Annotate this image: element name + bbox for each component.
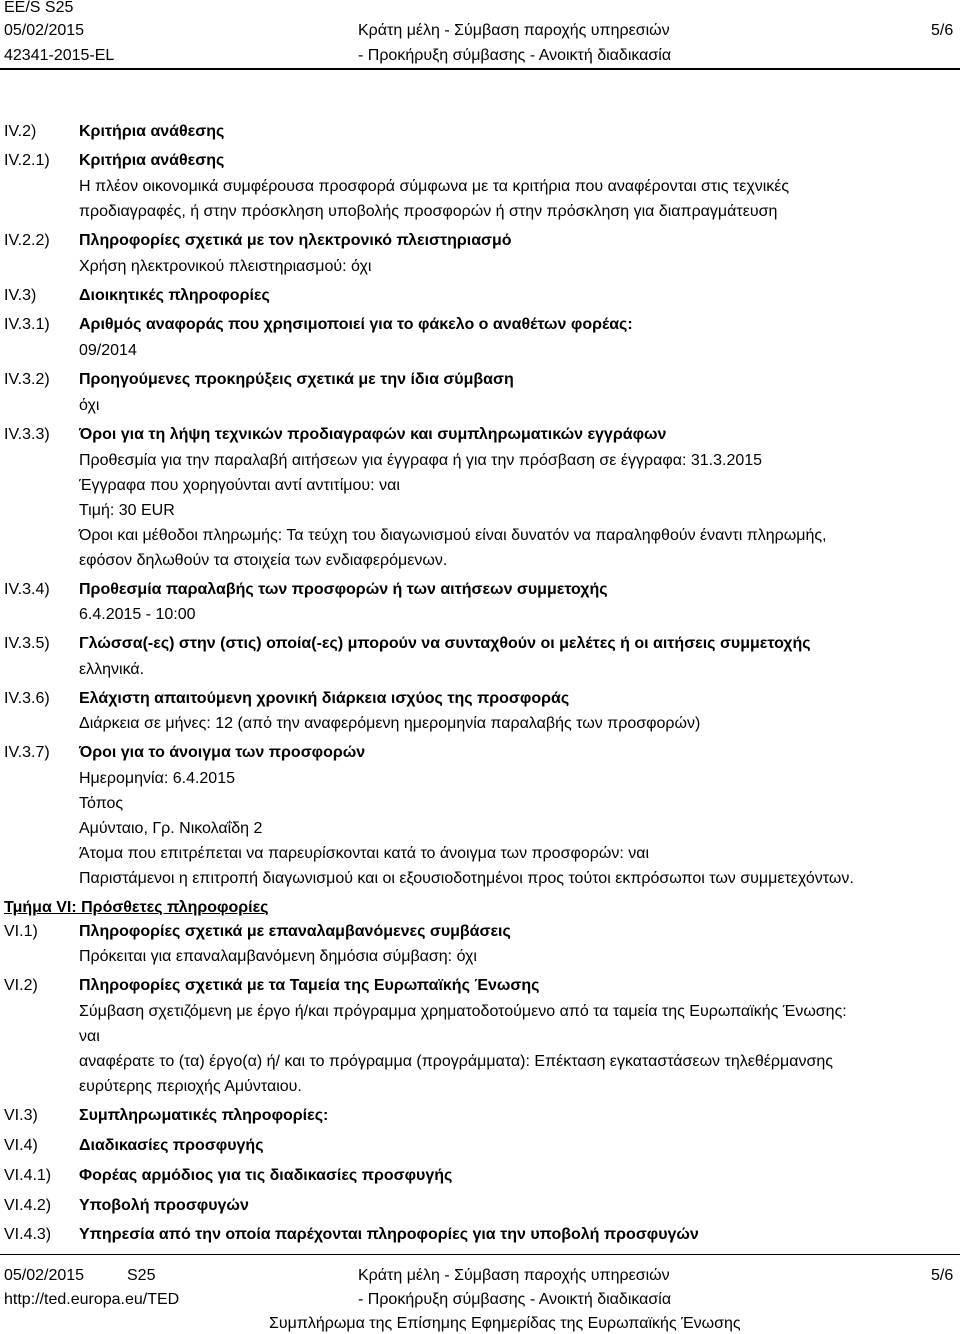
section-text: Χρήση ηλεκτρονικού πλειστηριασμού: όχι bbox=[79, 258, 372, 275]
section-text: Προθεσμία για την παραλαβή αιτήσεων για έγγραφα ή για την πρόσβαση σε έγγραφα: 31.3.2015 bbox=[79, 452, 763, 469]
section-title: Πληροφορίες σχετικά με επαναλαμβανόμενες συμβάσεις bbox=[79, 923, 511, 940]
section-text: αναφέρατε το (τα) έργο(α) ή/ και το πρόγραμμα (προγράμματα): Επέκταση εγκαταστάσεων τηλεθέρμανσης bbox=[79, 1053, 833, 1070]
section-number: IV.3.6) bbox=[4, 690, 50, 707]
section-title: Γλώσσα(-ες) στην (στις) οποία(-ες) μπορούν να συνταχθούν οι μελέτες ή οι αιτήσεις συμμετοχής bbox=[79, 635, 811, 652]
section-text: Αμύνταιο, Γρ. Νικολαΐδη 2 bbox=[79, 820, 263, 837]
section-number: IV.3.2) bbox=[4, 371, 50, 388]
section-title: Προθεσμία παραλαβής των προσφορών ή των αιτήσεων συμμετοχής bbox=[79, 581, 608, 598]
section-title: Διοικητικές πληροφορίες bbox=[79, 287, 270, 304]
header-page-number: 5/6 bbox=[931, 22, 954, 39]
section-text: Διάρκεια σε μήνες: 12 (από την αναφερόμενη ημερομηνία παραλαβής των προσφορών) bbox=[79, 715, 701, 732]
section-text: Η πλέον οικονομικά συμφέρουσα προσφορά σύμφωνα με τα κριτήρια που αναφέρονται στις τεχνικές bbox=[79, 178, 790, 195]
section-text: Τιμή: 30 EUR bbox=[79, 502, 175, 519]
section-text: Άτομα που επιτρέπεται να παρευρίσκονται κατά το άνοιγμα των προσφορών: ναι bbox=[79, 845, 650, 862]
section-text: ναι bbox=[79, 1028, 100, 1045]
section-text: ελληνικά. bbox=[79, 661, 145, 678]
footer-title-line2: - Προκήρυξη σύμβασης - Ανοικτή διαδικασία bbox=[358, 1291, 672, 1308]
section-text: προδιαγραφές, ή στην πρόσκληση υποβολής προσφορών ή στην πρόσκληση για διαπραγμάτευση bbox=[79, 203, 778, 220]
section-number: IV.3.7) bbox=[4, 744, 50, 761]
section-text: Πρόκειται για επαναλαμβανόμενη δημόσια σύμβαση: όχι bbox=[79, 948, 477, 965]
footer-page-number: 5/6 bbox=[931, 1267, 954, 1284]
footer-title-line1: Κράτη μέλη - Σύμβαση παροχής υπηρεσιών bbox=[358, 1267, 670, 1284]
header-doc-code: EE/S S25 bbox=[4, 0, 74, 16]
section-text: Σύμβαση σχετιζόμενη με έργο ή/και πρόγραμμα χρηματοδοτούμενο από τα ταμεία της Ευρωπαϊκής Ένωσης: bbox=[79, 1003, 847, 1020]
section-title: Όροι για το άνοιγμα των προσφορών bbox=[79, 744, 366, 761]
section-text: Όροι και μέθοδοι πληρωμής: Τα τεύχη του διαγωνισμού είναι δυνατόν να παραληφθούν έναντι πληρωμής, bbox=[79, 527, 827, 544]
section-title: Υπηρεσία από την οποία παρέχονται πληροφορίες για την υποβολή προσφυγών bbox=[79, 1226, 699, 1243]
section-title: Αριθμός αναφοράς που χρησιμοποιεί για το φάκελο ο αναθέτων φορέας: bbox=[79, 316, 633, 333]
section-title: Διαδικασίες προσφυγής bbox=[79, 1137, 264, 1154]
section-title: Κριτήρια ανάθεσης bbox=[79, 152, 225, 169]
footer-series: S25 bbox=[127, 1267, 156, 1284]
part-title: Τμήμα VI: Πρόσθετες πληροφορίες bbox=[4, 899, 269, 916]
section-text: ευρύτερης περιοχής Αμύνταιου. bbox=[79, 1078, 302, 1095]
section-text: Παριστάμενοι η επιτροπή διαγωνισμού και οι εξουσιοδοτημένοι προς τούτοι εκπρόσωποι των συμμετεχόντων. bbox=[79, 870, 854, 887]
footer-title-line3: Συμπλήρωμα της Επίσημης Εφημερίδας της Ευρωπαϊκής Ένωσης bbox=[269, 1315, 741, 1332]
section-title: Ελάχιστη απαιτούμενη χρονική διάρκεια ισχύος της προσφοράς bbox=[79, 690, 570, 707]
section-number: IV.3.3) bbox=[4, 426, 50, 443]
section-text: 09/2014 bbox=[79, 342, 137, 359]
section-title: Φορέας αρμόδιος για τις διαδικασίες προσφυγής bbox=[79, 1167, 453, 1184]
section-number: IV.3.5) bbox=[4, 635, 50, 652]
section-number: IV.2) bbox=[4, 123, 37, 140]
section-number: VI.1) bbox=[4, 923, 38, 940]
section-text: όχι bbox=[79, 397, 100, 414]
section-title: Όροι για τη λήψη τεχνικών προδιαγραφών και συμπληρωματικών εγγράφων bbox=[79, 426, 667, 443]
section-text: Τόπος bbox=[79, 795, 124, 812]
section-number: VI.4) bbox=[4, 1137, 38, 1154]
section-title: Προηγούμενες προκηρύξεις σχετικά με την ίδια σύμβαση bbox=[79, 371, 514, 388]
section-title: Συμπληρωματικές πληροφορίες: bbox=[79, 1107, 329, 1124]
header-title-line2: - Προκήρυξη σύμβασης - Ανοικτή διαδικασία bbox=[358, 47, 672, 64]
section-number: VI.4.2) bbox=[4, 1197, 52, 1214]
section-text: εφόσον δηλωθούν τα στοιχεία των ενδιαφερόμενων. bbox=[79, 552, 448, 569]
section-title: Υποβολή προσφυγών bbox=[79, 1197, 249, 1214]
section-number: VI.4.1) bbox=[4, 1167, 52, 1184]
header-date: 05/02/2015 bbox=[4, 22, 85, 39]
footer-url-link[interactable]: http://ted.europa.eu/TED bbox=[4, 1291, 180, 1308]
section-title: Πληροφορίες σχετικά με τα Ταμεία της Ευρωπαϊκής Ένωσης bbox=[79, 977, 540, 994]
header-title-line1: Κράτη μέλη - Σύμβαση παροχής υπηρεσιών bbox=[358, 22, 670, 39]
section-number: IV.3.4) bbox=[4, 581, 50, 598]
section-text: Έγγραφα που χορηγούνται αντί αντιτίμου: ναι bbox=[79, 477, 400, 494]
section-title: Κριτήρια ανάθεσης bbox=[79, 123, 225, 140]
section-text: 6.4.2015 - 10:00 bbox=[79, 606, 196, 623]
header-divider bbox=[0, 68, 960, 70]
section-number: IV.3) bbox=[4, 287, 37, 304]
section-number: IV.2.1) bbox=[4, 152, 50, 169]
section-title: Πληροφορίες σχετικά με τον ηλεκτρονικό πλειστηριασμό bbox=[79, 232, 512, 249]
header-notice-id: 42341-2015-EL bbox=[4, 47, 115, 64]
section-number: VI.4.3) bbox=[4, 1226, 52, 1243]
section-number: IV.3.1) bbox=[4, 316, 50, 333]
section-number: VI.2) bbox=[4, 977, 38, 994]
section-number: VI.3) bbox=[4, 1107, 38, 1124]
footer-divider bbox=[0, 1254, 960, 1255]
section-text: Ημερομηνία: 6.4.2015 bbox=[79, 770, 235, 787]
section-number: IV.2.2) bbox=[4, 232, 50, 249]
footer-date: 05/02/2015 bbox=[4, 1267, 85, 1284]
